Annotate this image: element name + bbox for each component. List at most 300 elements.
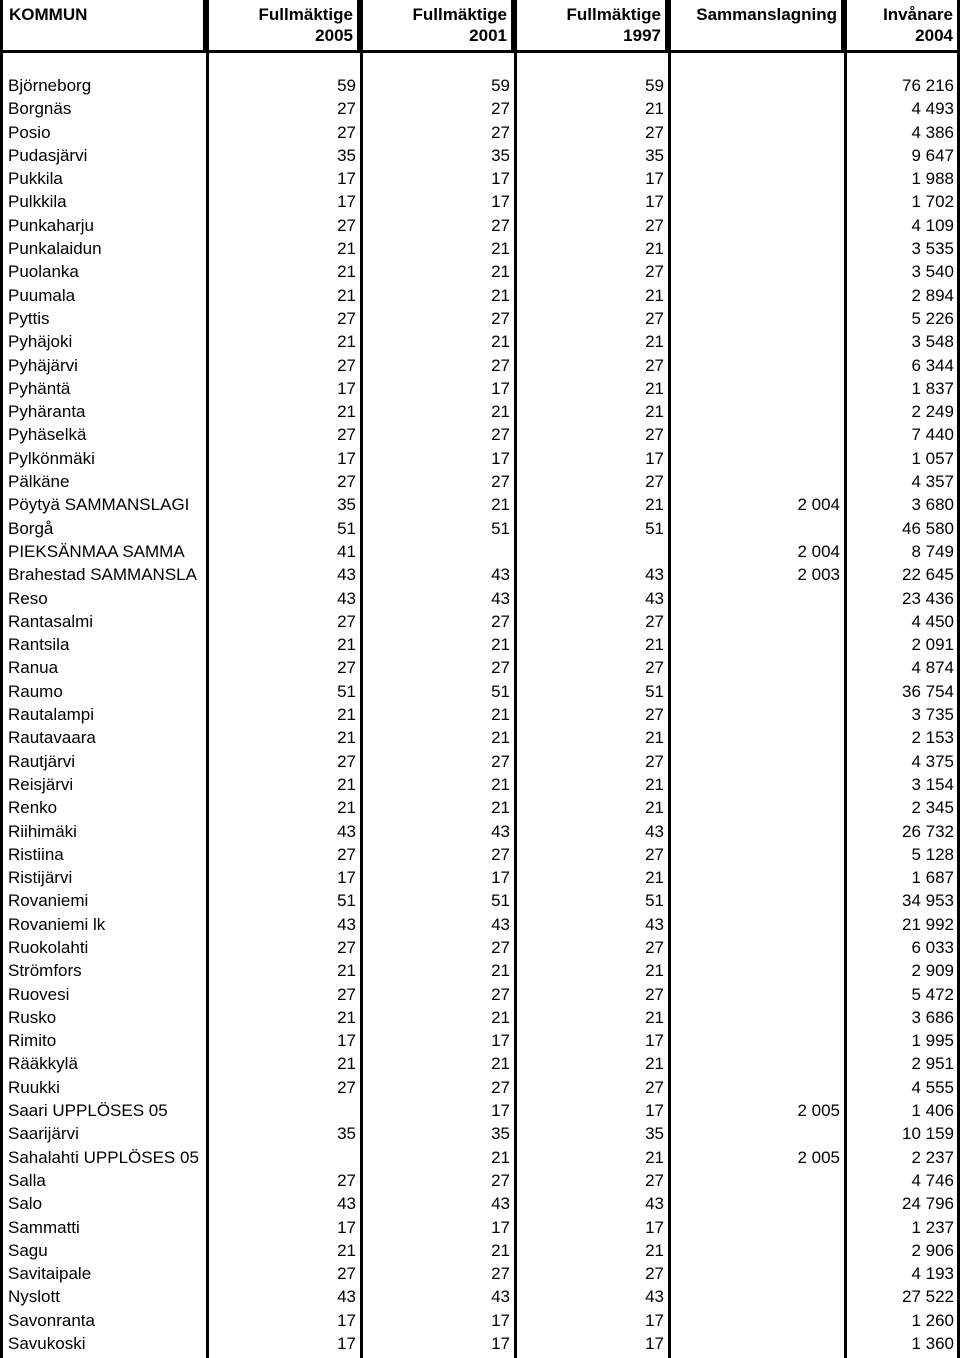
kommun-cell: Strömfors xyxy=(8,961,82,981)
kommun-cell: Ristiina xyxy=(8,844,64,864)
fullmaktige-2001-cell: 27 xyxy=(491,984,510,1004)
fullmaktige-2005-cell xyxy=(206,1146,356,1169)
invanare-cell: 3 154 xyxy=(911,774,954,794)
invanare-cell: 9 647 xyxy=(911,145,954,165)
sammanslagning-cell xyxy=(668,423,840,446)
header-f1997-line2: 1997 xyxy=(623,26,661,45)
fullmaktige-1997-cell: 17 xyxy=(645,1031,664,1051)
table-row xyxy=(0,889,960,912)
table-row xyxy=(0,913,960,936)
sammanslagning-cell xyxy=(668,633,840,656)
fullmaktige-2005-cell: 17 xyxy=(337,192,356,212)
fullmaktige-2001-cell xyxy=(360,540,510,563)
table-row xyxy=(0,284,960,307)
sammanslagning-cell xyxy=(668,74,840,97)
sammanslagning-cell xyxy=(668,354,840,377)
fullmaktige-2001-cell: 17 xyxy=(491,1334,510,1354)
table-row xyxy=(0,610,960,633)
invanare-cell: 3 680 xyxy=(911,495,954,515)
fullmaktige-2001-cell: 21 xyxy=(491,728,510,748)
sammanslagning-cell xyxy=(668,1332,840,1355)
kommun-cell: Raumo xyxy=(8,681,63,701)
table-row xyxy=(0,1309,960,1332)
fullmaktige-1997-cell: 51 xyxy=(645,681,664,701)
sammanslagning-cell xyxy=(668,843,840,866)
invanare-cell: 3 535 xyxy=(911,239,954,259)
sammanslagning-cell xyxy=(668,820,840,843)
table-row xyxy=(0,1262,960,1285)
fullmaktige-1997-cell: 27 xyxy=(645,472,664,492)
fullmaktige-1997-cell: 21 xyxy=(645,868,664,888)
fullmaktige-1997-cell: 43 xyxy=(645,1287,664,1307)
table-row xyxy=(0,517,960,540)
sammanslagning-cell xyxy=(668,144,840,167)
invanare-cell: 2 909 xyxy=(911,961,954,981)
fullmaktige-1997-cell: 43 xyxy=(645,821,664,841)
fullmaktige-2005-cell: 27 xyxy=(337,425,356,445)
sammanslagning-cell xyxy=(668,121,840,144)
kommun-cell: Saari UPPLÖSES 05 xyxy=(8,1101,168,1121)
kommun-cell: Pyhäntä xyxy=(8,378,71,398)
table-row xyxy=(0,1006,960,1029)
fullmaktige-2001-cell: 21 xyxy=(491,1147,510,1167)
fullmaktige-2001-cell: 21 xyxy=(491,961,510,981)
fullmaktige-2001-cell: 21 xyxy=(491,239,510,259)
sammanslagning-cell xyxy=(668,913,840,936)
sammanslagning-cell xyxy=(668,1029,840,1052)
sammanslagning-cell xyxy=(668,1122,840,1145)
header-fullmaktige-1997 xyxy=(517,0,665,50)
table-row xyxy=(0,354,960,377)
fullmaktige-1997-cell: 17 xyxy=(645,1334,664,1354)
fullmaktige-2001-cell: 17 xyxy=(491,1217,510,1237)
fullmaktige-2005-cell: 51 xyxy=(337,891,356,911)
fullmaktige-1997-cell: 21 xyxy=(645,1147,664,1167)
fullmaktige-2001-cell: 21 xyxy=(491,1007,510,1027)
fullmaktige-2001-cell: 17 xyxy=(491,1031,510,1051)
fullmaktige-2001-cell: 21 xyxy=(491,332,510,352)
fullmaktige-2005-cell: 27 xyxy=(337,984,356,1004)
fullmaktige-1997-cell: 51 xyxy=(645,518,664,538)
kommun-cell: Pöytyä SAMMANSLAGI xyxy=(8,495,190,515)
fullmaktige-2005-cell: 27 xyxy=(337,1264,356,1284)
table-row xyxy=(0,167,960,190)
fullmaktige-1997-cell: 43 xyxy=(645,565,664,585)
invanare-cell: 6 344 xyxy=(911,355,954,375)
kommun-cell: Sammatti xyxy=(8,1217,80,1237)
invanare-cell: 27 522 xyxy=(902,1287,954,1307)
kommun-cell: Rantasalmi xyxy=(8,611,94,631)
kommun-cell: Saarijärvi xyxy=(8,1124,79,1144)
table-row xyxy=(0,843,960,866)
sammanslagning-cell xyxy=(668,610,840,633)
kommun-cell: Pudasjärvi xyxy=(8,145,88,165)
invanare-cell: 4 109 xyxy=(911,215,954,235)
fullmaktige-1997-cell: 21 xyxy=(645,495,664,515)
sammanslagning-cell xyxy=(668,1076,840,1099)
fullmaktige-2001-cell: 27 xyxy=(491,215,510,235)
fullmaktige-1997-cell: 21 xyxy=(645,402,664,422)
table-row xyxy=(0,1076,960,1099)
kommun-cell: Ruovesi xyxy=(8,984,70,1004)
fullmaktige-2005-cell: 21 xyxy=(337,635,356,655)
table-row xyxy=(0,983,960,1006)
header-f1997-line1: Fullmäktige xyxy=(566,5,661,24)
fullmaktige-2005-cell: 21 xyxy=(337,1240,356,1260)
fullmaktige-2005-cell: 43 xyxy=(337,914,356,934)
header-fullmaktige-2005 xyxy=(209,0,357,50)
invanare-cell: 34 953 xyxy=(902,891,954,911)
fullmaktige-1997-cell: 21 xyxy=(645,774,664,794)
sammanslagning-cell xyxy=(668,1169,840,1192)
invanare-cell: 3 548 xyxy=(911,332,954,352)
table-row xyxy=(0,1169,960,1192)
table-row xyxy=(0,1239,960,1262)
fullmaktige-1997-cell: 43 xyxy=(645,1194,664,1214)
invanare-cell: 24 796 xyxy=(902,1194,954,1214)
header-f2001-line1: Fullmäktige xyxy=(412,5,507,24)
fullmaktige-2001-cell: 17 xyxy=(491,448,510,468)
kommun-cell: Salo xyxy=(8,1194,43,1214)
sammanslagning-cell xyxy=(668,400,840,423)
sammanslagning-cell xyxy=(668,214,840,237)
fullmaktige-2005-cell: 17 xyxy=(337,1334,356,1354)
fullmaktige-2005-cell: 35 xyxy=(337,495,356,515)
invanare-cell: 4 375 xyxy=(911,751,954,771)
invanare-cell: 22 645 xyxy=(902,565,954,585)
kommun-cell: Riihimäki xyxy=(8,821,77,841)
table-row xyxy=(0,1192,960,1215)
table-row xyxy=(0,1052,960,1075)
header-f2001-line2: 2001 xyxy=(469,26,507,45)
kommun-cell: Borgå xyxy=(8,518,54,538)
fullmaktige-2005-cell: 17 xyxy=(337,169,356,189)
fullmaktige-2001-cell: 43 xyxy=(491,914,510,934)
kommun-cell: Savitaipale xyxy=(8,1264,92,1284)
fullmaktige-1997-cell: 27 xyxy=(645,1077,664,1097)
table-row xyxy=(0,750,960,773)
kommun-cell: Ristijärvi xyxy=(8,868,73,888)
fullmaktige-2005-cell: 21 xyxy=(337,1007,356,1027)
fullmaktige-1997-cell: 27 xyxy=(645,355,664,375)
invanare-cell: 2 951 xyxy=(911,1054,954,1074)
fullmaktige-1997-cell: 17 xyxy=(645,1217,664,1237)
fullmaktige-2005-cell: 27 xyxy=(337,308,356,328)
sammanslagning-cell xyxy=(668,97,840,120)
fullmaktige-2001-cell: 27 xyxy=(491,122,510,142)
header-sammanslagning-line1: Sammanslagning xyxy=(696,5,837,24)
kommun-cell: Rantsila xyxy=(8,635,70,655)
fullmaktige-2005-cell: 21 xyxy=(337,705,356,725)
invanare-cell: 2 249 xyxy=(911,402,954,422)
sammanslagning-cell xyxy=(668,517,840,540)
kommun-cell: Brahestad SAMMANSLA xyxy=(8,565,197,585)
invanare-cell: 1 360 xyxy=(911,1334,954,1354)
fullmaktige-2005-cell: 27 xyxy=(337,99,356,119)
kommun-cell: Ruukki xyxy=(8,1077,60,1097)
table-row xyxy=(0,470,960,493)
table-row xyxy=(0,447,960,470)
sammanslagning-cell xyxy=(668,1262,840,1285)
table-row xyxy=(0,260,960,283)
fullmaktige-2001-cell: 21 xyxy=(491,1054,510,1074)
kommun-cell: PIEKSÄNMAA SAMMA xyxy=(8,541,185,561)
kommun-cell: Pyhäranta xyxy=(8,402,86,422)
fullmaktige-2001-cell: 59 xyxy=(491,76,510,95)
fullmaktige-2005-cell: 21 xyxy=(337,728,356,748)
kommun-cell: Savonranta xyxy=(8,1310,95,1330)
fullmaktige-1997-cell: 35 xyxy=(645,1124,664,1144)
fullmaktige-2005-cell: 43 xyxy=(337,1287,356,1307)
invanare-cell: 1 995 xyxy=(911,1031,954,1051)
fullmaktige-2005-cell: 21 xyxy=(337,262,356,282)
fullmaktige-1997-cell: 27 xyxy=(645,984,664,1004)
header-kommun xyxy=(3,0,203,50)
fullmaktige-2005-cell: 51 xyxy=(337,681,356,701)
fullmaktige-2005-cell: 21 xyxy=(337,239,356,259)
fullmaktige-1997-cell: 21 xyxy=(645,239,664,259)
fullmaktige-1997-cell: 59 xyxy=(645,76,664,95)
sammanslagning-cell: 2 005 xyxy=(797,1147,840,1167)
fullmaktige-2005-cell: 27 xyxy=(337,122,356,142)
fullmaktige-1997-cell: 21 xyxy=(645,378,664,398)
fullmaktige-2001-cell: 21 xyxy=(491,495,510,515)
fullmaktige-2001-cell: 43 xyxy=(491,821,510,841)
kommun-cell: Pukkila xyxy=(8,169,63,189)
invanare-cell: 4 357 xyxy=(911,472,954,492)
table-row xyxy=(0,540,960,563)
fullmaktige-2005-cell: 27 xyxy=(337,355,356,375)
table-row xyxy=(0,1099,960,1122)
fullmaktige-2005-cell: 17 xyxy=(337,1310,356,1330)
fullmaktige-1997-cell: 43 xyxy=(645,588,664,608)
fullmaktige-1997-cell: 27 xyxy=(645,751,664,771)
sammanslagning-cell xyxy=(668,330,840,353)
fullmaktige-1997-cell: 27 xyxy=(645,308,664,328)
fullmaktige-2001-cell: 27 xyxy=(491,355,510,375)
fullmaktige-1997-cell: 21 xyxy=(645,1054,664,1074)
header-invanare-2004 xyxy=(847,0,957,50)
sammanslagning-cell xyxy=(668,773,840,796)
kommun-cell: Rautjärvi xyxy=(8,751,76,771)
fullmaktige-2001-cell: 51 xyxy=(491,518,510,538)
table-row xyxy=(0,587,960,610)
table-row xyxy=(0,563,960,586)
sammanslagning-cell xyxy=(668,796,840,819)
fullmaktige-1997-cell: 27 xyxy=(645,262,664,282)
fullmaktige-1997-cell: 27 xyxy=(645,705,664,725)
sammanslagning-cell xyxy=(668,1239,840,1262)
table-row xyxy=(0,307,960,330)
fullmaktige-2001-cell: 35 xyxy=(491,145,510,165)
invanare-cell: 1 260 xyxy=(911,1310,954,1330)
kommun-cell: Nyslott xyxy=(8,1287,60,1307)
header-f2005-line1: Fullmäktige xyxy=(258,5,353,24)
kommun-cell: Sahalahti UPPLÖSES 05 xyxy=(8,1147,199,1167)
fullmaktige-1997-cell: 21 xyxy=(645,728,664,748)
fullmaktige-1997-cell: 17 xyxy=(645,169,664,189)
fullmaktige-2001-cell: 27 xyxy=(491,611,510,631)
invanare-cell: 8 749 xyxy=(911,541,954,561)
fullmaktige-2001-cell: 51 xyxy=(491,891,510,911)
table-row xyxy=(0,330,960,353)
fullmaktige-2005-cell: 43 xyxy=(337,565,356,585)
fullmaktige-1997-cell: 17 xyxy=(645,448,664,468)
invanare-cell: 21 992 xyxy=(902,914,954,934)
table-body xyxy=(0,74,960,1355)
invanare-cell: 2 345 xyxy=(911,798,954,818)
fullmaktige-2001-cell: 21 xyxy=(491,402,510,422)
table-row xyxy=(0,1146,960,1169)
fullmaktige-2005-cell: 27 xyxy=(337,472,356,492)
fullmaktige-2005-cell: 21 xyxy=(337,961,356,981)
table-row xyxy=(0,1332,960,1355)
kommun-cell: Reso xyxy=(8,588,48,608)
fullmaktige-1997-cell: 21 xyxy=(645,332,664,352)
fullmaktige-2001-cell: 27 xyxy=(491,937,510,957)
fullmaktige-2001-cell: 21 xyxy=(491,1240,510,1260)
invanare-cell: 5 226 xyxy=(911,308,954,328)
table-row xyxy=(0,1216,960,1239)
invanare-cell: 2 153 xyxy=(911,728,954,748)
fullmaktige-1997-cell: 51 xyxy=(645,891,664,911)
fullmaktige-1997-cell: 21 xyxy=(645,1007,664,1027)
table-row xyxy=(0,121,960,144)
table-row xyxy=(0,820,960,843)
kommun-cell: Pyhäselkä xyxy=(8,425,87,445)
fullmaktige-1997-cell: 27 xyxy=(645,611,664,631)
invanare-cell: 3 686 xyxy=(911,1007,954,1027)
sammanslagning-cell: 2 005 xyxy=(797,1101,840,1121)
sammanslagning-cell xyxy=(668,983,840,1006)
table-row xyxy=(0,214,960,237)
fullmaktige-2001-cell: 51 xyxy=(491,681,510,701)
sammanslagning-cell xyxy=(668,1192,840,1215)
fullmaktige-2005-cell: 21 xyxy=(337,285,356,305)
invanare-cell: 2 091 xyxy=(911,635,954,655)
fullmaktige-2001-cell: 27 xyxy=(491,844,510,864)
table-row xyxy=(0,97,960,120)
sammanslagning-cell xyxy=(668,726,840,749)
invanare-cell: 4 874 xyxy=(911,658,954,678)
invanare-cell: 7 440 xyxy=(911,425,954,445)
header-kommun-label: KOMMUN xyxy=(9,5,88,24)
fullmaktige-1997-cell: 17 xyxy=(645,1101,664,1121)
fullmaktige-1997-cell: 17 xyxy=(645,1310,664,1330)
fullmaktige-1997-cell: 27 xyxy=(645,215,664,235)
table-row xyxy=(0,773,960,796)
fullmaktige-2005-cell xyxy=(206,1099,356,1122)
fullmaktige-2005-cell: 17 xyxy=(337,868,356,888)
header-sammanslagning xyxy=(671,0,841,50)
fullmaktige-2005-cell: 27 xyxy=(337,1077,356,1097)
fullmaktige-1997-cell: 21 xyxy=(645,1240,664,1260)
invanare-cell: 4 193 xyxy=(911,1264,954,1284)
sammanslagning-cell xyxy=(668,680,840,703)
sammanslagning-cell xyxy=(668,1285,840,1308)
fullmaktige-2001-cell: 43 xyxy=(491,1194,510,1214)
kommun-cell: Rovaniemi lk xyxy=(8,914,106,934)
invanare-cell: 5 128 xyxy=(911,844,954,864)
fullmaktige-2001-cell: 21 xyxy=(491,262,510,282)
invanare-cell: 4 450 xyxy=(911,611,954,631)
invanare-cell: 1 237 xyxy=(911,1217,954,1237)
fullmaktige-2001-cell: 27 xyxy=(491,658,510,678)
fullmaktige-2005-cell: 27 xyxy=(337,215,356,235)
fullmaktige-1997-cell: 27 xyxy=(645,658,664,678)
invanare-cell: 1 702 xyxy=(911,192,954,212)
fullmaktige-2005-cell: 21 xyxy=(337,798,356,818)
table-row xyxy=(0,1029,960,1052)
fullmaktige-1997-cell: 27 xyxy=(645,1170,664,1190)
table-row xyxy=(0,190,960,213)
sammanslagning-cell xyxy=(668,470,840,493)
sammanslagning-cell xyxy=(668,167,840,190)
table-row xyxy=(0,680,960,703)
invanare-cell: 23 436 xyxy=(902,588,954,608)
table-row xyxy=(0,633,960,656)
kommun-cell: Salla xyxy=(8,1170,46,1190)
invanare-cell: 1 687 xyxy=(911,868,954,888)
fullmaktige-2001-cell: 21 xyxy=(491,798,510,818)
kommun-cell: Pälkäne xyxy=(8,472,70,492)
header-bottom-rule xyxy=(0,50,960,53)
kommun-cell: Rautavaara xyxy=(8,728,96,748)
header-fullmaktige-2001 xyxy=(363,0,511,50)
fullmaktige-2005-cell: 17 xyxy=(337,448,356,468)
table-row xyxy=(0,959,960,982)
fullmaktige-2001-cell: 35 xyxy=(491,1124,510,1144)
sammanslagning-cell xyxy=(668,1006,840,1029)
sammanslagning-cell xyxy=(668,703,840,726)
kommun-cell: Pyhäjoki xyxy=(8,332,73,352)
fullmaktige-2001-cell: 21 xyxy=(491,705,510,725)
fullmaktige-2005-cell: 21 xyxy=(337,774,356,794)
sammanslagning-cell xyxy=(668,656,840,679)
fullmaktige-2005-cell: 21 xyxy=(337,332,356,352)
kommun-cell: Puumala xyxy=(8,285,76,305)
kommun-cell: Sagu xyxy=(8,1240,48,1260)
fullmaktige-2005-cell: 27 xyxy=(337,1170,356,1190)
fullmaktige-2001-cell: 27 xyxy=(491,1170,510,1190)
invanare-cell: 3 735 xyxy=(911,705,954,725)
fullmaktige-2005-cell: 51 xyxy=(337,518,356,538)
kommun-cell: Punkaharju xyxy=(8,215,95,235)
fullmaktige-2001-cell: 27 xyxy=(491,1077,510,1097)
invanare-cell: 76 216 xyxy=(902,76,954,95)
sammanslagning-cell xyxy=(668,587,840,610)
kommun-cell: Punkalaidun xyxy=(8,239,102,259)
invanare-cell: 2 894 xyxy=(911,285,954,305)
kommun-cell: Rautalampi xyxy=(8,705,94,725)
sammanslagning-cell xyxy=(668,377,840,400)
fullmaktige-2005-cell: 43 xyxy=(337,588,356,608)
table-row xyxy=(0,866,960,889)
fullmaktige-2001-cell: 43 xyxy=(491,565,510,585)
fullmaktige-1997-cell: 27 xyxy=(645,122,664,142)
kommun-cell: Borgnäs xyxy=(8,99,72,119)
sammanslagning-cell xyxy=(668,260,840,283)
sammanslagning-cell xyxy=(668,1216,840,1239)
invanare-cell: 4 493 xyxy=(911,99,954,119)
fullmaktige-1997-cell: 27 xyxy=(645,1264,664,1284)
fullmaktige-2001-cell: 17 xyxy=(491,169,510,189)
invanare-cell: 4 746 xyxy=(911,1170,954,1190)
fullmaktige-2001-cell: 17 xyxy=(491,1310,510,1330)
table-row xyxy=(0,144,960,167)
fullmaktige-2005-cell: 21 xyxy=(337,402,356,422)
fullmaktige-2001-cell: 27 xyxy=(491,308,510,328)
